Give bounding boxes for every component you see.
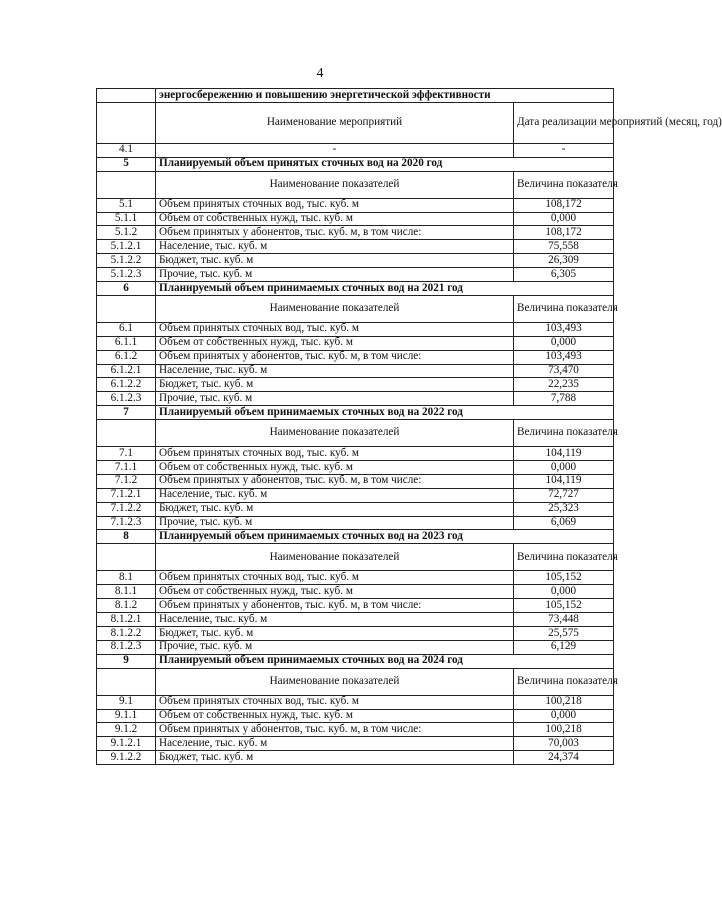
row-name: Население, тыс. куб. м (156, 364, 514, 378)
section-header-row (97, 544, 614, 571)
header-name-cell: Наименование показателей (156, 544, 514, 571)
row-name: Прочие, тыс. куб. м (156, 640, 514, 654)
table-row (97, 626, 614, 640)
empty-cell (97, 668, 156, 695)
row-value: 6,305 (513, 268, 613, 282)
table-row (97, 268, 614, 282)
row-value: 0,000 (513, 336, 613, 350)
row-number: 6.1.2.3 (97, 392, 156, 406)
row-number: 6.1.2 (97, 350, 156, 364)
row-name: Прочие, тыс. куб. м (156, 392, 514, 406)
row-name: Объем от собственных нужд, тыс. куб. м (156, 336, 514, 350)
section-header-row (97, 171, 614, 198)
row-value: 103,493 (513, 350, 613, 364)
empty-cell (97, 420, 156, 447)
row-value: 100,218 (513, 695, 613, 709)
empty-cell (97, 544, 156, 571)
table-row (97, 364, 614, 378)
row-value: 0,000 (513, 585, 613, 599)
row-name: Объем принятых сточных вод, тыс. куб. м (156, 695, 514, 709)
row-name: Объем принятых у абонентов, тыс. куб. м, в том числе: (156, 723, 514, 737)
table-row (97, 143, 614, 157)
row-value: 73,470 (513, 364, 613, 378)
empty-cell (97, 89, 156, 103)
row-value: 0,000 (513, 212, 613, 226)
row-name: - (156, 143, 514, 157)
row-value: 73,448 (513, 613, 613, 627)
section-title-row (97, 406, 614, 420)
table-row (97, 378, 614, 392)
row-name: Объем принятых сточных вод, тыс. куб. м (156, 322, 514, 336)
row-number: 7.1.2.3 (97, 516, 156, 530)
row-number: 8.1 (97, 571, 156, 585)
section-number: 7 (97, 406, 156, 420)
table-row (97, 640, 614, 654)
row-name: Объем принятых у абонентов, тыс. куб. м, в том числе: (156, 350, 514, 364)
row-value: 7,788 (513, 392, 613, 406)
section-title-row (97, 157, 614, 171)
row-value: 108,172 (513, 226, 613, 240)
header-name-cell: Наименование показателей (156, 171, 514, 198)
row-name: Объем от собственных нужд, тыс. куб. м (156, 585, 514, 599)
header-value-cell: Величина показателя (513, 668, 613, 695)
section-number: 9 (97, 654, 156, 668)
row-name: Население, тыс. куб. м (156, 737, 514, 751)
table-row (97, 695, 614, 709)
header-date-cell: Дата реализации мероприятий (месяц, год) (513, 102, 613, 143)
row-number: 9.1.1 (97, 709, 156, 723)
row-value: 72,727 (513, 488, 613, 502)
table-row (97, 336, 614, 350)
table-row (97, 723, 614, 737)
header-value-cell: Величина показателя (513, 295, 613, 322)
section-header-row (97, 295, 614, 322)
header-value-cell: Величина показателя (513, 420, 613, 447)
row-name: Население, тыс. куб. м (156, 240, 514, 254)
row-number: 5.1 (97, 198, 156, 212)
row-number: 5.1.1 (97, 212, 156, 226)
table-row (97, 254, 614, 268)
table-row (97, 198, 614, 212)
row-number: 7.1.2.1 (97, 488, 156, 502)
row-name: Население, тыс. куб. м (156, 488, 514, 502)
header-name-cell: Наименование мероприятий (156, 102, 514, 143)
table-row (97, 226, 614, 240)
table-row (97, 502, 614, 516)
header-value-cell: Величина показателя (513, 544, 613, 571)
section-title-row (97, 530, 614, 544)
row-number: 8.1.2.2 (97, 626, 156, 640)
row-name: Объем принятых сточных вод, тыс. куб. м (156, 198, 514, 212)
section-header-row (97, 420, 614, 447)
row-number: 5.1.2.2 (97, 254, 156, 268)
row-number: 6.1.2.1 (97, 364, 156, 378)
row-number: 7.1.1 (97, 461, 156, 475)
row-name: Объем принятых у абонентов, тыс. куб. м, в том числе: (156, 226, 514, 240)
row-number: 9.1.2.2 (97, 751, 156, 765)
row-value: 25,323 (513, 502, 613, 516)
row-name: Бюджет, тыс. куб. м (156, 378, 514, 392)
table-row (97, 212, 614, 226)
section-number: 5 (97, 157, 156, 171)
row-value: 70,003 (513, 737, 613, 751)
table-row (97, 599, 614, 613)
row-name: Бюджет, тыс. куб. м (156, 254, 514, 268)
row-number: 7.1.2 (97, 474, 156, 488)
section-title: Планируемый объем принимаемых сточных вод на 2022 год (156, 406, 614, 420)
table-row (97, 322, 614, 336)
table-row (97, 488, 614, 502)
row-number: 5.1.2.1 (97, 240, 156, 254)
row-value: 22,235 (513, 378, 613, 392)
row-name: Бюджет, тыс. куб. м (156, 502, 514, 516)
row-number: 9.1.2.1 (97, 737, 156, 751)
row-value: 105,152 (513, 599, 613, 613)
row-value: 6,129 (513, 640, 613, 654)
header-value-cell: Величина показателя (513, 171, 613, 198)
section-title-row (97, 654, 614, 668)
row-number: 7.1 (97, 447, 156, 461)
row-number: 8.1.2 (97, 599, 156, 613)
row-value: 75,558 (513, 240, 613, 254)
continuation-title-row (97, 89, 614, 103)
table-row (97, 240, 614, 254)
row-name: Прочие, тыс. куб. м (156, 268, 514, 282)
row-number: 8.1.2.3 (97, 640, 156, 654)
table-row (97, 613, 614, 627)
table-row (97, 709, 614, 723)
row-value: 0,000 (513, 461, 613, 475)
row-name: Бюджет, тыс. куб. м (156, 751, 514, 765)
row-name: Население, тыс. куб. м (156, 613, 514, 627)
header-name-cell: Наименование показателей (156, 420, 514, 447)
row-name: Бюджет, тыс. куб. м (156, 626, 514, 640)
row-number: 7.1.2.2 (97, 502, 156, 516)
empty-cell (97, 171, 156, 198)
row-name: Прочие, тыс. куб. м (156, 516, 514, 530)
table-row (97, 474, 614, 488)
row-value: 108,172 (513, 198, 613, 212)
table-row (97, 585, 614, 599)
row-value: 25,575 (513, 626, 613, 640)
row-value: 104,119 (513, 447, 613, 461)
row-number: 9.1 (97, 695, 156, 709)
continuation-title: энергосбережению и повышению энергетической эффективности (156, 89, 614, 103)
row-value: 103,493 (513, 322, 613, 336)
section-title: Планируемый объем принятых сточных вод на 2020 год (156, 157, 614, 171)
header-name-cell: Наименование показателей (156, 295, 514, 322)
row-value: 24,374 (513, 751, 613, 765)
row-number: 5.1.2 (97, 226, 156, 240)
row-name: Объем принятых у абонентов, тыс. куб. м, в том числе: (156, 599, 514, 613)
section-title: Планируемый объем принимаемых сточных вод на 2021 год (156, 282, 614, 296)
table-row (97, 447, 614, 461)
header-name-cell: Наименование показателей (156, 668, 514, 695)
row-value: 26,309 (513, 254, 613, 268)
table-body (97, 88, 722, 765)
row-number: 4.1 (97, 143, 156, 157)
empty-cell (97, 295, 156, 322)
row-number: 8.1.2.1 (97, 613, 156, 627)
row-number: 8.1.1 (97, 585, 156, 599)
row-value: 105,152 (513, 571, 613, 585)
row-value: 100,218 (513, 723, 613, 737)
section-title: Планируемый объем принимаемых сточных вод на 2023 год (156, 530, 614, 544)
section-number: 6 (97, 282, 156, 296)
row-name: Объем принятых у абонентов, тыс. куб. м, в том числе: (156, 474, 514, 488)
section-header-row (97, 668, 614, 695)
row-value: 6,069 (513, 516, 613, 530)
table-row (97, 461, 614, 475)
row-number: 9.1.2 (97, 723, 156, 737)
row-name: Объем от собственных нужд, тыс. куб. м (156, 709, 514, 723)
table-row (97, 571, 614, 585)
row-name: Объем принятых сточных вод, тыс. куб. м (156, 571, 514, 585)
table-row (97, 737, 614, 751)
row-number: 6.1 (97, 322, 156, 336)
table-row (97, 392, 614, 406)
table-row (97, 516, 614, 530)
row-name: Объем принятых сточных вод, тыс. куб. м (156, 447, 514, 461)
row-number: 6.1.1 (97, 336, 156, 350)
table-row (97, 751, 614, 765)
indicators-table (96, 88, 722, 765)
row-number: 6.1.2.2 (97, 378, 156, 392)
table-row (97, 350, 614, 364)
row-number: 5.1.2.3 (97, 268, 156, 282)
row-value: 0,000 (513, 709, 613, 723)
row-date: - (513, 143, 613, 157)
section-title-row (97, 282, 614, 296)
section-number: 8 (97, 530, 156, 544)
row-name: Объем от собственных нужд, тыс. куб. м (156, 461, 514, 475)
row-value: 104,119 (513, 474, 613, 488)
empty-cell (97, 102, 156, 143)
page-number: 4 (316, 66, 324, 81)
row-name: Объем от собственных нужд, тыс. куб. м (156, 212, 514, 226)
intro-header-row (97, 102, 614, 143)
section-title: Планируемый объем принимаемых сточных вод на 2024 год (156, 654, 614, 668)
